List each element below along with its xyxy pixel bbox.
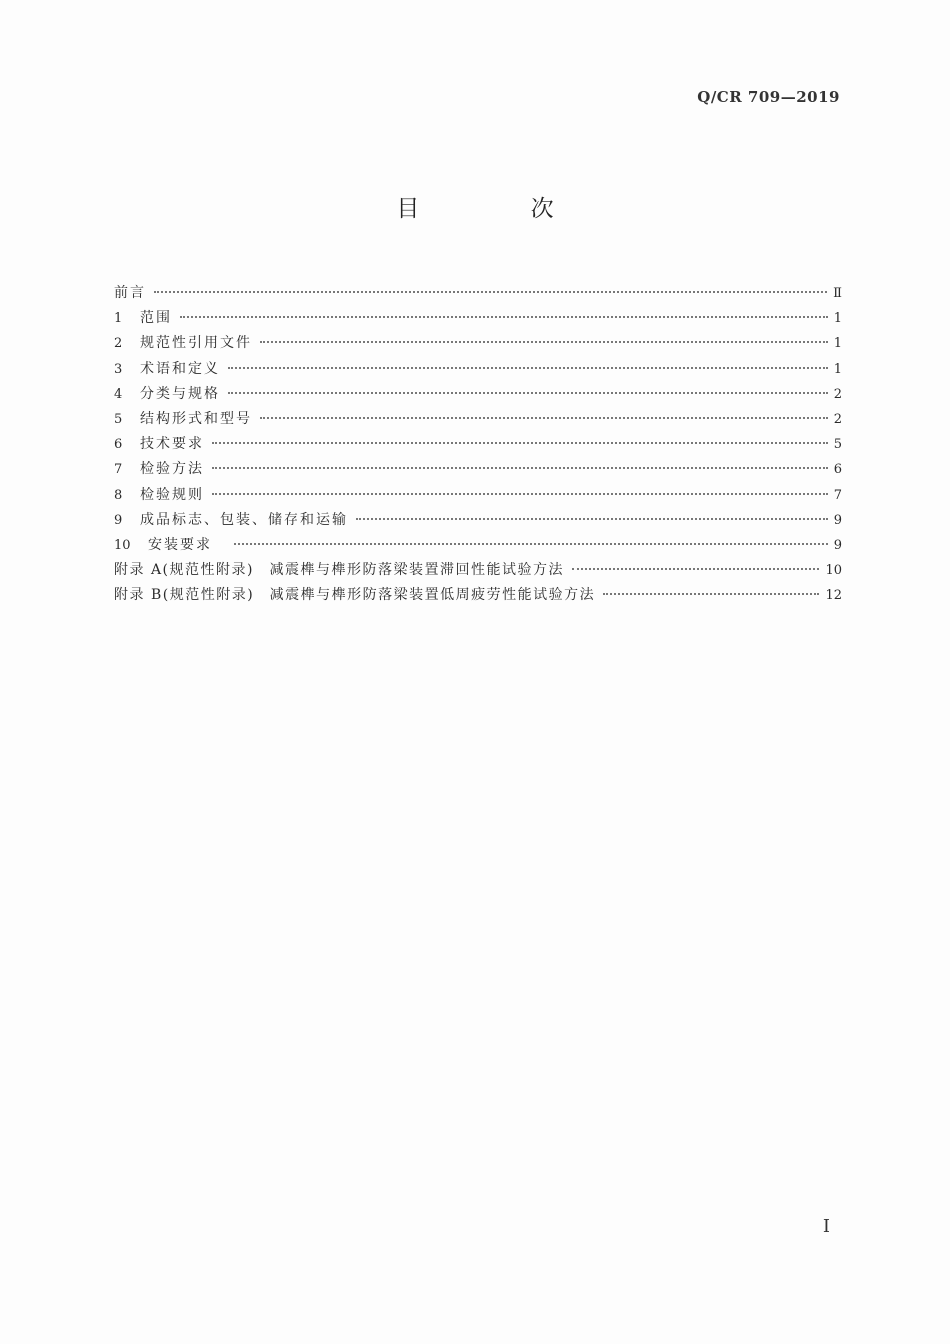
toc-entry-label: 范围 [140,310,172,327]
toc-entry-3[interactable] [114,359,842,384]
toc-leader-dots [228,367,828,369]
document-code: Q/CR 709—2019 [697,88,840,106]
toc-entry-appendix-b[interactable] [114,585,842,610]
toc-entry-label: 分类与规格 [140,385,220,402]
toc-entry-page: Ⅱ [833,286,842,301]
toc-entry-9[interactable] [114,510,842,535]
toc-entry-page: 2 [833,411,842,427]
toc-leader-dots [260,341,828,343]
toc-leader-dots [260,417,828,419]
toc-leader-dots [356,518,828,520]
toc-entry-label: 检验规则 [140,486,204,503]
toc-entry-number: 1 [114,311,123,327]
toc-entry-page: 9 [833,537,842,553]
toc-leader-dots [154,291,827,293]
toc-entry-label: 结构形式和型号 [140,410,252,427]
toc-entry-label: 安装要求 [148,536,212,553]
toc-entry-label: 附录 B(规范性附录) 减震榫与榫形防落梁装置低周疲劳性能试验方法 [114,587,596,604]
toc-entry-label: 术语和定义 [140,360,220,377]
toc-entry-4[interactable] [114,384,842,409]
toc-entry-number: 6 [114,437,123,453]
toc-entry-page: 10 [825,563,842,579]
toc-entry-number: 5 [114,411,123,427]
toc-entry-1[interactable] [114,308,842,333]
toc-leader-dots [572,568,819,570]
toc-entry-page: 5 [833,437,842,453]
toc-entry-number: 7 [114,462,123,478]
toc-entry-6[interactable] [114,434,842,459]
page-number: I [822,1216,830,1237]
toc-entry-page: 1 [833,311,842,327]
toc-entry-page: 1 [833,336,842,352]
toc-entry-label: 技术要求 [140,436,204,453]
toc-entry-label: 附录 A(规范性附录) 减震榫与榫形防落梁装置滞回性能试验方法 [114,562,564,579]
toc-leader-dots [234,543,828,545]
toc-entry-label: 成品标志、包装、储存和运输 [140,511,348,528]
toc-entry-label: 前言 [114,285,146,301]
toc-entry-label: 规范性引用文件 [140,335,252,352]
toc-entry-page: 12 [825,588,842,604]
toc-leader-dots [212,493,828,495]
toc-leader-dots [228,392,828,394]
toc-entry-foreword[interactable] [114,283,842,308]
toc-leader-dots [212,467,828,469]
toc-entry-page: 6 [833,462,842,478]
toc-entry-page: 1 [833,361,842,377]
toc-entry-page: 2 [833,386,842,402]
toc-entry-appendix-a[interactable] [114,560,842,585]
toc-entry-page: 7 [833,487,842,503]
toc-entry-number: 10 [114,537,131,553]
toc-leader-dots [180,316,828,318]
toc-title: 目 次 [396,196,606,222]
toc-leader-dots [212,442,828,444]
toc-entry-number: 4 [114,386,123,402]
toc-leader-dots [603,593,819,595]
toc-entry-number: 8 [114,487,123,503]
toc-entry-2[interactable] [114,333,842,358]
toc-entry-7[interactable] [114,459,842,484]
toc-entry-number: 3 [114,361,123,377]
toc-entry-number: 2 [114,336,123,352]
toc-entry-8[interactable] [114,485,842,510]
toc-entry-5[interactable] [114,409,842,434]
toc-entry-10[interactable] [114,535,842,560]
toc-entry-page: 9 [833,512,842,528]
toc-entry-label: 检验方法 [140,461,204,478]
table-of-contents [114,283,842,610]
toc-entry-number: 9 [114,512,123,528]
